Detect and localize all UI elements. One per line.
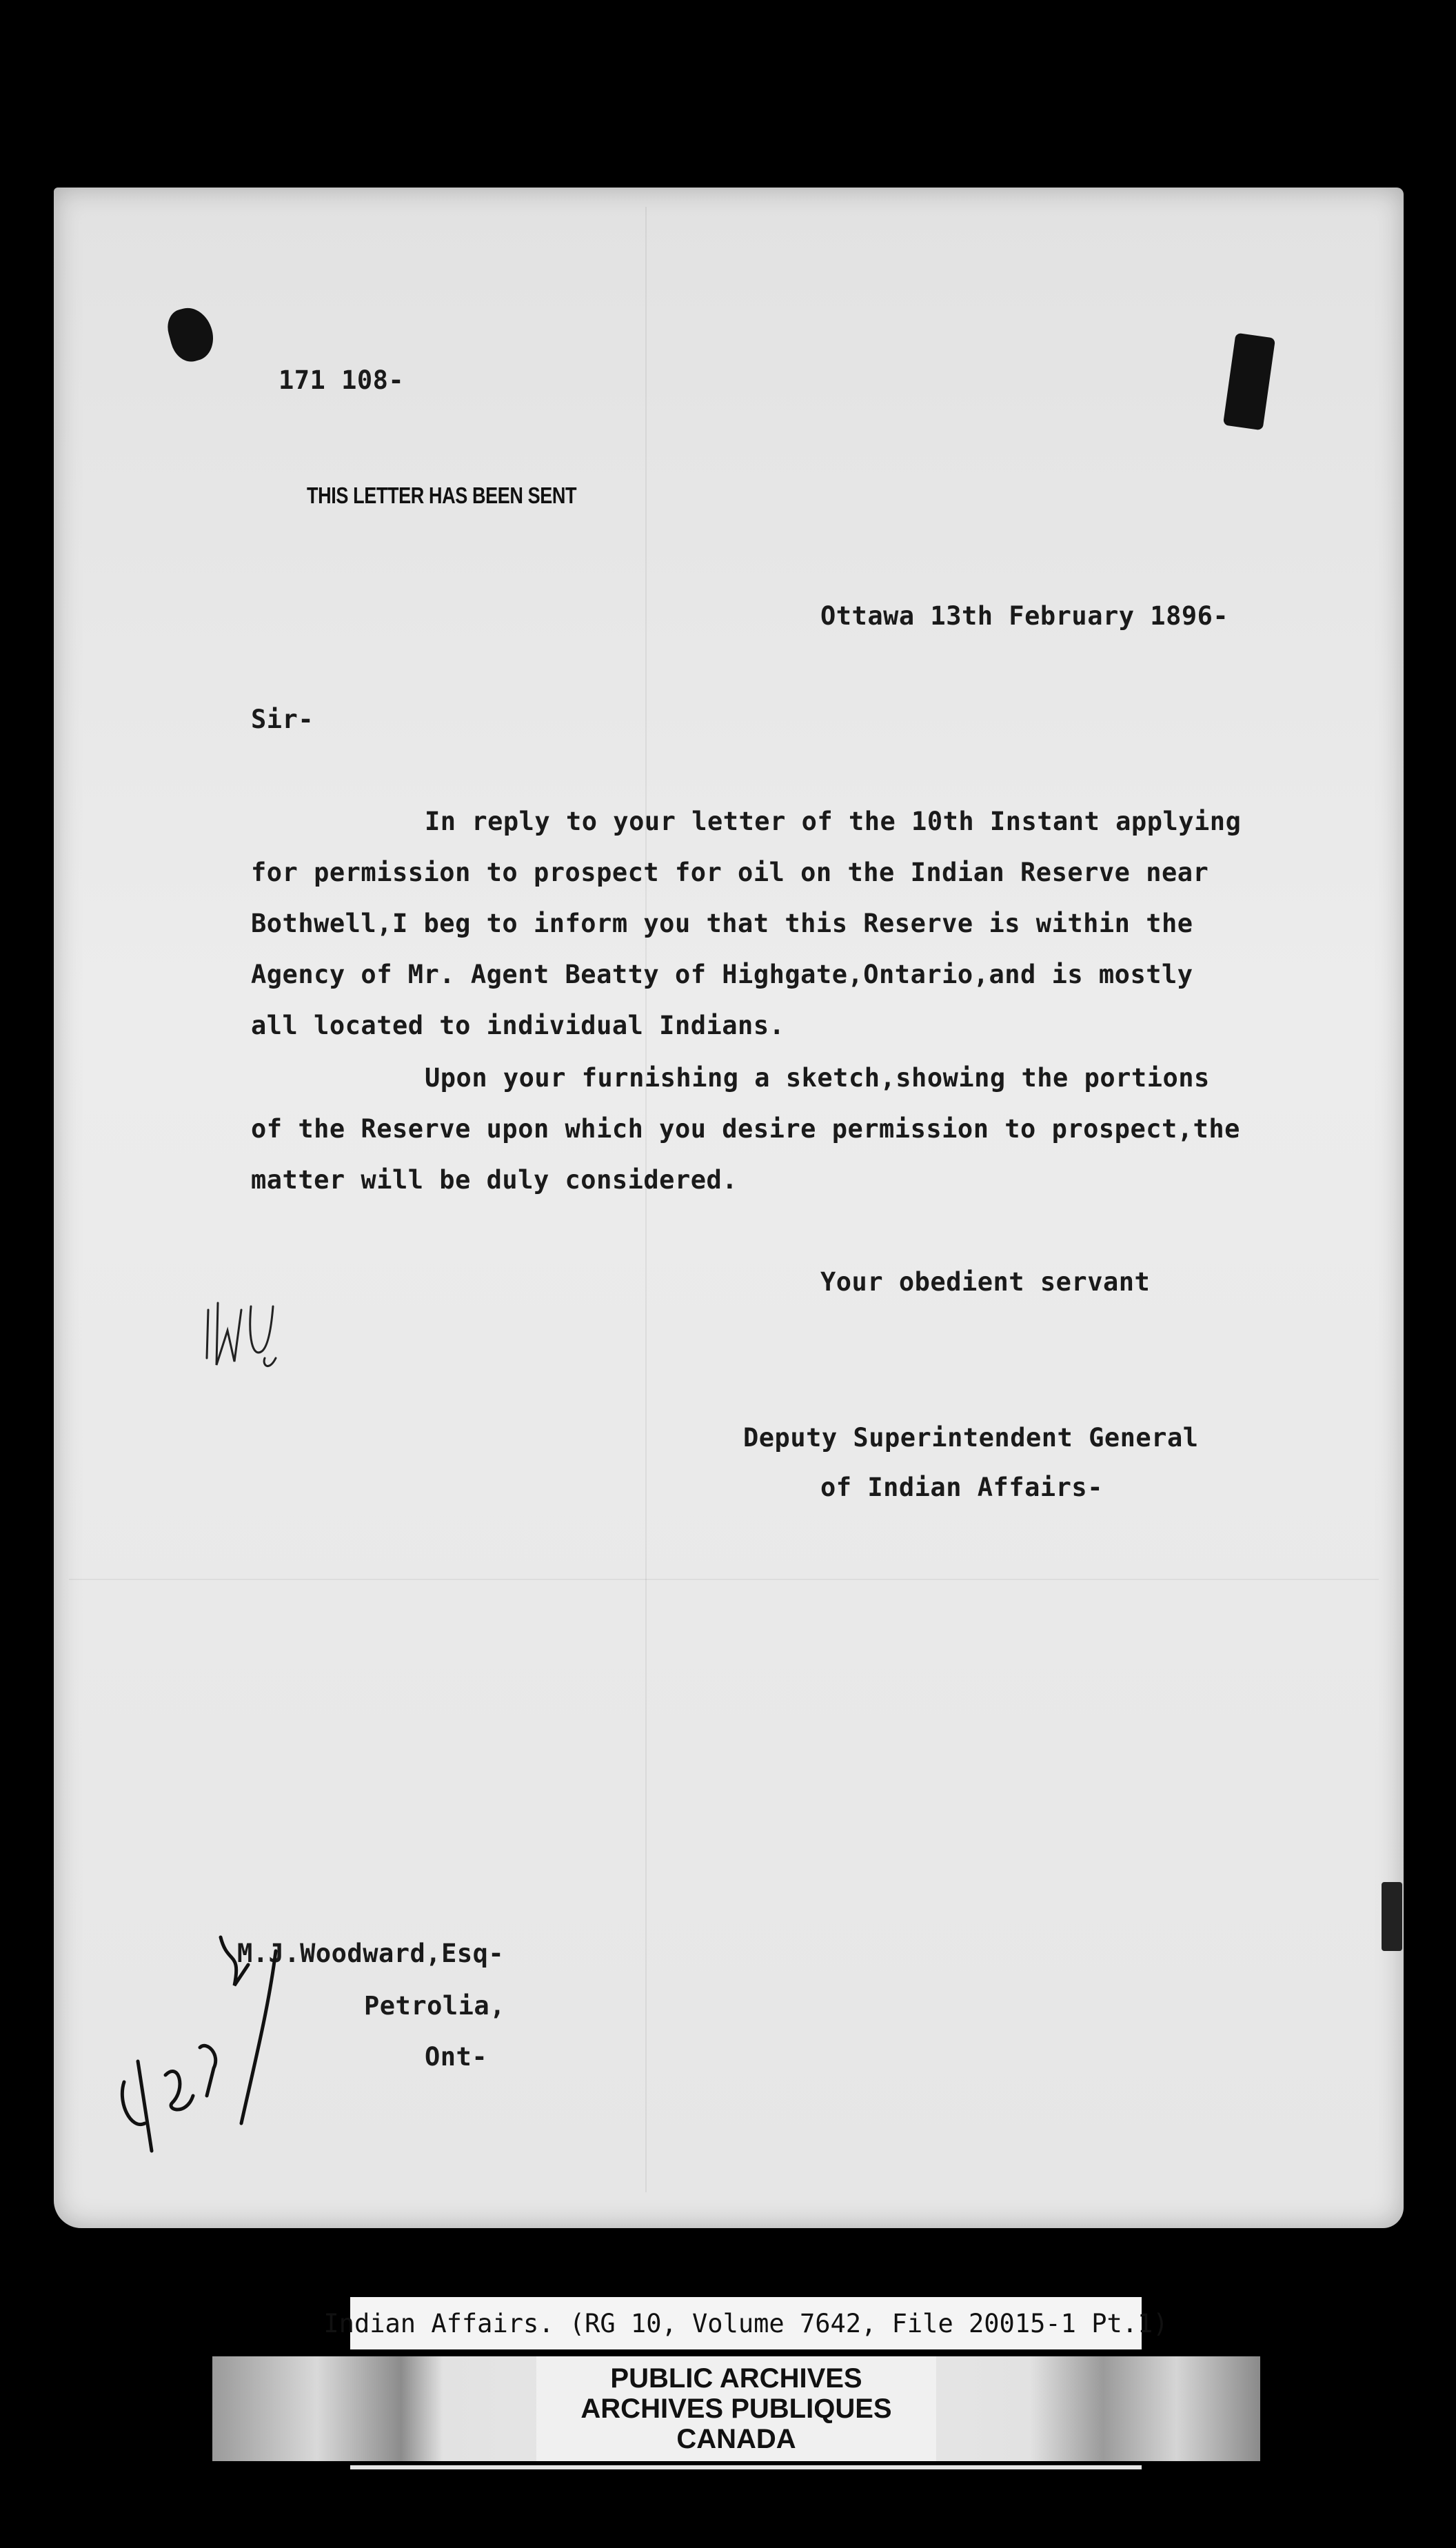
handwritten-annotation — [103, 1923, 296, 2172]
addressee-province: Ont- — [425, 2042, 488, 2072]
paper-fold-horizontal — [69, 1579, 1379, 1580]
signature-title-1: Deputy Superintendent General — [743, 1423, 1199, 1453]
body-line-5: all located to individual Indians. — [251, 1011, 785, 1040]
edge-tear-mark — [1382, 1882, 1402, 1951]
body-line-1: In reply to your letter of the 10th Instant applying — [425, 807, 1242, 836]
archive-line-3: CANADA — [676, 2424, 796, 2454]
bottom-strip — [350, 2465, 1142, 2469]
archive-line-1: PUBLIC ARCHIVES — [610, 2363, 862, 2394]
archive-reference-label: Indian Affairs. (RG 10, Volume 7642, File 20015-1 Pt.1) — [350, 2297, 1142, 2349]
body-line-3: Bothwell,I beg to inform you that this Reserve is within the — [251, 909, 1193, 938]
body-line-7: of the Reserve upon which you desire permission to prospect,the — [251, 1114, 1240, 1144]
file-number: 171 108- — [279, 365, 405, 395]
body-line-2: for permission to prospect for oil on the Indian Reserve near — [251, 858, 1209, 887]
body-line-8: matter will be duly considered. — [251, 1165, 738, 1195]
paper-fold-vertical — [645, 207, 647, 2192]
salutation: Sir- — [251, 705, 314, 734]
dateline: Ottawa 13th February 1896- — [820, 601, 1229, 631]
body-line-4: Agency of Mr. Agent Beatty of Highgate,Ontario,and is mostly — [251, 960, 1193, 989]
archive-banner — [212, 2356, 1260, 2461]
body-line-6: Upon your furnishing a sketch,showing the portions — [425, 1063, 1210, 1093]
archive-stamp — [536, 2356, 936, 2461]
archive-line-2: ARCHIVES PUBLIQUES — [580, 2394, 892, 2424]
handwritten-initials — [200, 1282, 296, 1393]
closing: Your obedient servant — [820, 1267, 1151, 1297]
addressee-name: M.J.Woodward,Esq- — [237, 1939, 505, 1968]
signature-title-2: of Indian Affairs- — [820, 1473, 1103, 1502]
sent-stamp: THIS LETTER HAS BEEN SENT — [307, 483, 577, 508]
addressee-town: Petrolia, — [364, 1991, 505, 2021]
letter-page — [54, 188, 1404, 2228]
